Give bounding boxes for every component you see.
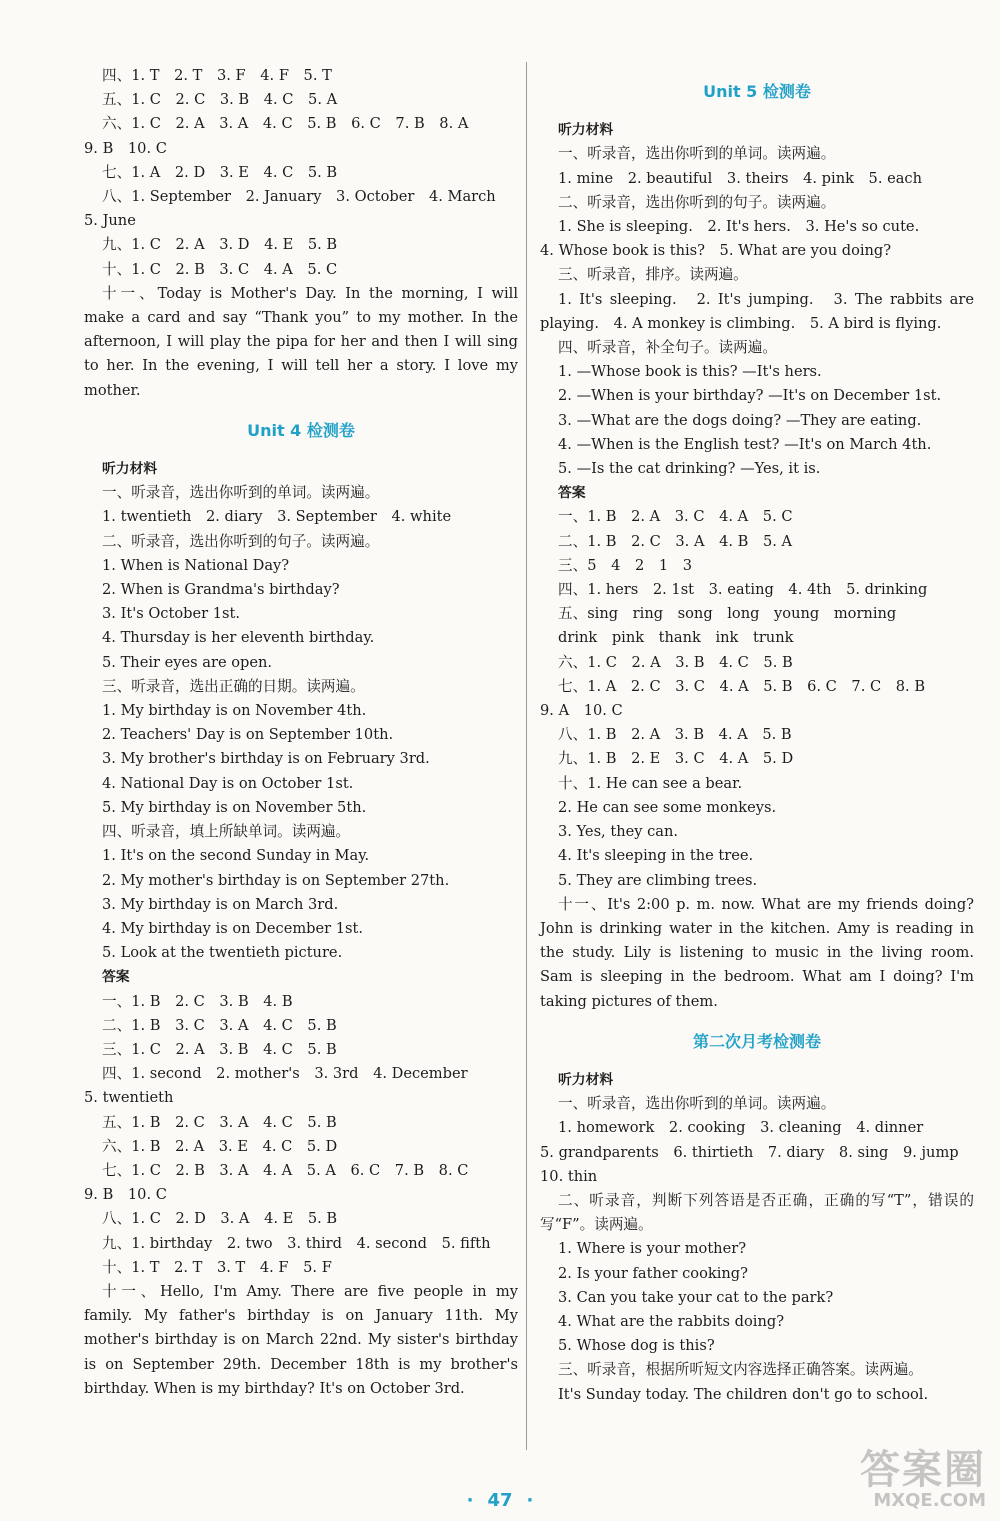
text-line: 四、听录音，补全句子。读两遍。 bbox=[558, 339, 777, 357]
text-line: drink pink thank ink trunk bbox=[558, 629, 794, 647]
text-line: 五、1. C 2. C 3. B 4. C 5. A bbox=[102, 91, 338, 109]
text-line: 三、1. C 2. A 3. B 4. C 5. B bbox=[102, 1040, 337, 1058]
text-line: 5. June bbox=[84, 212, 136, 230]
text-line: 七、1. A 2. C 3. C 4. A 5. B 6. C 7. C 8. B bbox=[558, 677, 926, 695]
text-line: 二、听录音，判断下列答语是否正确，正确的写“T”，错误的写“F”。读两遍。 bbox=[540, 1191, 974, 1234]
text-line: 十、1. T 2. T 3. T 4. F 5. F bbox=[102, 1258, 332, 1276]
text-line: 八、1. B 2. A 3. B 4. A 5. B bbox=[558, 726, 792, 744]
text-line: 2. —When is your birthday? —It's on December 1st. bbox=[558, 387, 942, 405]
text-line: 4. My birthday is on December 1st. bbox=[102, 919, 364, 937]
text-line: 八、1. C 2. D 3. A 4. E 5. B bbox=[102, 1210, 338, 1228]
text-line: 5. Look at the twentieth picture. bbox=[102, 944, 343, 962]
text-line: 9. B 10. C bbox=[84, 1186, 167, 1204]
text-line: 一、听录音，选出你听到的单词。读两遍。 bbox=[558, 145, 836, 163]
text-line: 九、1. B 2. E 3. C 4. A 5. D bbox=[558, 750, 794, 768]
text-line: 1. twentieth 2. diary 3. September 4. white bbox=[102, 508, 452, 526]
text-line: 六、1. C 2. A 3. B 4. C 5. B bbox=[558, 653, 793, 671]
text-line: 5. My birthday is on November 5th. bbox=[102, 798, 367, 816]
text-line: 三、5 4 2 1 3 bbox=[558, 556, 692, 574]
text-line: 三、听录音，选出正确的日期。读两遍。 bbox=[102, 677, 365, 695]
text-line: 1. She is sleeping. 2. It's hers. 3. He's so cute. bbox=[558, 218, 920, 236]
text-line: 二、听录音，选出你听到的句子。读两遍。 bbox=[102, 532, 380, 550]
text-line: 3. My brother's birthday is on February 3rd. bbox=[102, 750, 430, 768]
text-line: 2. Is your father cooking? bbox=[558, 1264, 748, 1282]
text-line: 5. twentieth bbox=[84, 1089, 174, 1107]
page-number: · 47 · bbox=[466, 1490, 534, 1511]
text-line: 十一、Hello, I'm Amy. There are five people in my family. My father's birthday is on January 11th. My mother's birthday is on March 22nd. My sister's birthday is on September 29th. December 18th is my brother's birthday. When is my birthday? It's on October 3rd. bbox=[84, 1282, 518, 1397]
text-line: 3. Yes, they can. bbox=[558, 823, 679, 841]
text-line: 六、1. C 2. A 3. A 4. C 5. B 6. C 7. B 8. A bbox=[102, 115, 469, 133]
subsection-heading: 答案 bbox=[102, 969, 130, 986]
subsection-heading: 听力材料 bbox=[558, 122, 614, 139]
left-column bbox=[84, 64, 518, 1401]
text-line: 十、1. He can see a bear. bbox=[558, 774, 743, 792]
text-line: 二、听录音，选出你听到的句子。读两遍。 bbox=[558, 193, 836, 211]
text-line: 4. Whose book is this? 5. What are you doing? bbox=[540, 242, 892, 260]
text-line: 十、1. C 2. B 3. C 4. A 5. C bbox=[102, 260, 338, 278]
text-line: 2. He can see some monkeys. bbox=[558, 798, 777, 816]
text-line: 4. What are the rabbits doing? bbox=[558, 1312, 785, 1330]
text-line: 5. Whose dog is this? bbox=[558, 1337, 715, 1355]
text-line: 9. B 10. C bbox=[84, 139, 167, 157]
text-line: 1. mine 2. beautiful 3. theirs 4. pink 5. each bbox=[558, 169, 923, 187]
text-line: It's Sunday today. The children don't go to school. bbox=[558, 1385, 929, 1403]
text-line: 2. Teachers' Day is on September 10th. bbox=[102, 726, 394, 744]
text-line: 七、1. C 2. B 3. A 4. A 5. A 6. C 7. B 8. C bbox=[102, 1161, 469, 1179]
text-line: 1. Where is your mother? bbox=[558, 1240, 747, 1258]
text-line: 二、1. B 3. C 3. A 4. C 5. B bbox=[102, 1016, 337, 1034]
text-line: 5. Their eyes are open. bbox=[102, 653, 273, 671]
text-line: 1. When is National Day? bbox=[102, 556, 290, 574]
text-line: 5. —Is the cat drinking? —Yes, it is. bbox=[558, 460, 821, 478]
text-line: 4. —When is the English test? —It's on March 4th. bbox=[558, 435, 932, 453]
text-line: 2. My mother's birthday is on September 27th. bbox=[102, 871, 450, 889]
text-line: 四、1. T 2. T 3. F 4. F 5. T bbox=[102, 67, 332, 84]
text-line: 九、1. birthday 2. two 3. third 4. second 5. fifth bbox=[102, 1234, 491, 1252]
text-line: 一、听录音，选出你听到的单词。读两遍。 bbox=[558, 1095, 836, 1113]
text-line: 一、听录音，选出你听到的单词。读两遍。 bbox=[102, 484, 380, 502]
right-column bbox=[540, 64, 974, 1407]
watermark-logo: 答案圈 MXQE.COM bbox=[860, 1447, 986, 1511]
text-line: 三、听录音，根据所听短文内容选择正确答案。读两遍。 bbox=[558, 1361, 923, 1379]
text-line: 5. They are climbing trees. bbox=[558, 871, 758, 889]
section-title: 第二次月考检测卷 bbox=[692, 1031, 821, 1051]
text-line: 一、1. B 2. A 3. C 4. A 5. C bbox=[558, 508, 793, 526]
subsection-heading: 答案 bbox=[558, 485, 586, 502]
text-line: 1. My birthday is on November 4th. bbox=[102, 702, 367, 720]
text-line: 一、1. B 2. C 3. B 4. B bbox=[102, 992, 293, 1010]
text-line: 4. It's sleeping in the tree. bbox=[558, 847, 754, 865]
text-line: 3. Can you take your cat to the park? bbox=[558, 1288, 834, 1306]
section-title: Unit 5 检测卷 bbox=[703, 82, 811, 101]
text-line: 2. When is Grandma's birthday? bbox=[102, 581, 340, 599]
text-line: 1. It's sleeping. 2. It's jumping. 3. The rabbits are playing. 4. A monkey is climbing. 5. A bird is flying. bbox=[540, 290, 974, 332]
text-line: 3. —What are the dogs doing? —They are eating. bbox=[558, 411, 922, 429]
text-line: 七、1. A 2. D 3. E 4. C 5. B bbox=[102, 163, 338, 181]
text-line: 5. grandparents 6. thirtieth 7. diary 8. sing 9. jump bbox=[540, 1143, 959, 1161]
text-line: 10. thin bbox=[540, 1167, 598, 1185]
subsection-heading: 听力材料 bbox=[102, 461, 158, 478]
text-line: 3. My birthday is on March 3rd. bbox=[102, 895, 339, 913]
subsection-heading: 听力材料 bbox=[558, 1071, 614, 1088]
text-line: 十一、It's 2:00 p. m. now. What are my friends doing? John is drinking water in the kitchen. Amy is reading in the study. Lily is listening to music in the living room. Sam is sleeping in the bedroom. What am I doing? I'm taking pictures of them. bbox=[540, 895, 974, 1010]
text-line: 五、1. B 2. C 3. A 4. C 5. B bbox=[102, 1113, 337, 1131]
text-line: 五、sing ring song long young morning bbox=[558, 605, 897, 623]
text-line: 1. —Whose book is this? —It's hers. bbox=[558, 363, 822, 381]
column-divider bbox=[526, 62, 527, 1450]
text-line: 九、1. C 2. A 3. D 4. E 5. B bbox=[102, 236, 338, 254]
text-line: 1. It's on the second Sunday in May. bbox=[102, 847, 370, 865]
text-line: 1. homework 2. cooking 3. cleaning 4. dinner bbox=[558, 1119, 924, 1137]
text-line: 二、1. B 2. C 3. A 4. B 5. A bbox=[558, 532, 793, 550]
text-line: 八、1. September 2. January 3. October 4. March bbox=[102, 188, 496, 206]
text-line: 三、听录音，排序。读两遍。 bbox=[558, 266, 748, 284]
text-line: 9. A 10. C bbox=[540, 702, 623, 720]
text-line: 3. It's October 1st. bbox=[102, 605, 240, 623]
text-line: 四、1. hers 2. 1st 3. eating 4. 4th 5. drinking bbox=[558, 581, 928, 599]
text-line: 六、1. B 2. A 3. E 4. C 5. D bbox=[102, 1137, 338, 1155]
text-line: 四、1. second 2. mother's 3. 3rd 4. December bbox=[102, 1065, 468, 1083]
text-line: 十一、Today is Mother's Day. In the morning, I will make a card and say “Thank you” to my mother. In the afternoon, I will play the pipa for her and then I will sing to her. In the evening, I will tell her a story. I love my mother. bbox=[84, 284, 518, 399]
text-line: 四、听录音，填上所缺单词。读两遍。 bbox=[102, 823, 351, 841]
text-line: 4. Thursday is her eleventh birthday. bbox=[102, 629, 375, 647]
text-line: 4. National Day is on October 1st. bbox=[102, 774, 354, 792]
section-title: Unit 4 检测卷 bbox=[247, 420, 355, 440]
